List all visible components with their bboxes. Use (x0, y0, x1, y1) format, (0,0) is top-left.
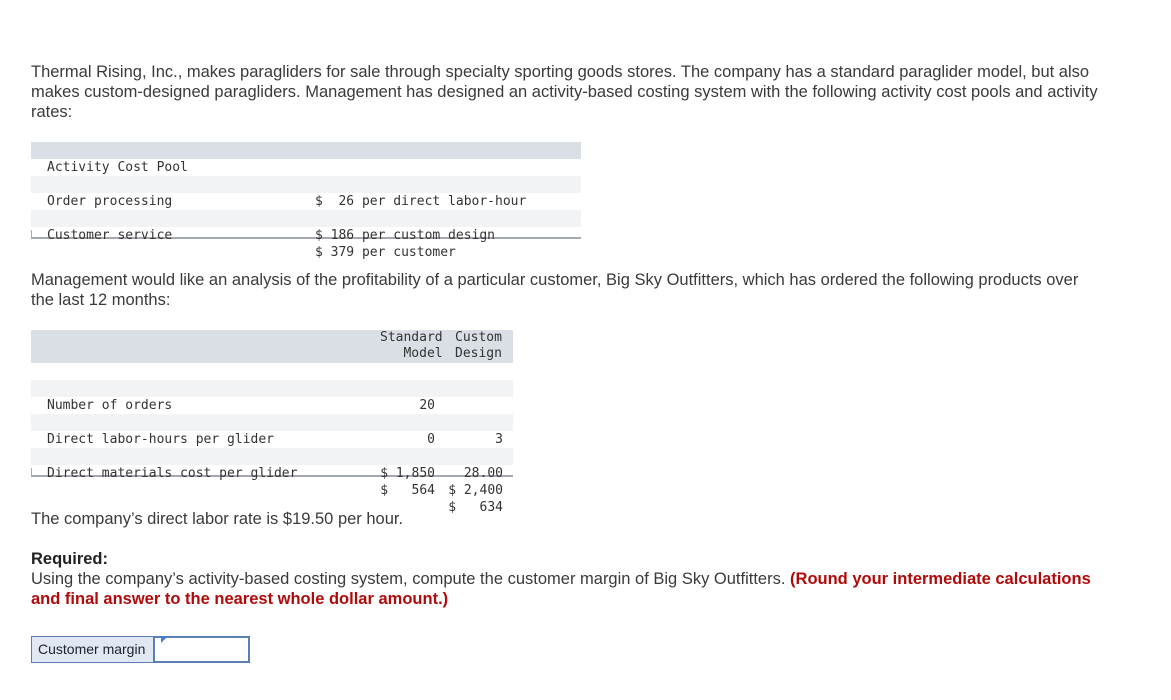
input-flag-icon (161, 636, 168, 643)
rate-cell: $ 379 per customer (315, 245, 456, 260)
row-label: Direct materials cost per glider (47, 466, 298, 481)
rate-cell: $ 26 per direct labor-hour (315, 194, 527, 209)
standard-cell: 0 (427, 432, 435, 447)
customer-margin-label: Customer margin (31, 636, 154, 663)
activity-rate-table (31, 142, 581, 260)
required-text: Using the company’s activity-based costing system, compute the customer margin of Big Sky Outfitters. (31, 570, 786, 588)
custom-cell: 3 (495, 432, 503, 447)
rounding-note: (Round your intermediate calculations and final answer to the nearest whole dollar amount.) (31, 570, 1091, 608)
pool-cell: Customer service (47, 228, 173, 243)
custom-cell: $ 634 (448, 500, 503, 515)
labor-rate-text: The company’s direct labor rate is $19.50 per hour. (31, 510, 404, 528)
pool-cell: Order processing (47, 194, 173, 209)
customer-margin-input[interactable] (154, 636, 250, 663)
middle-paragraph: Management would like an analysis of the profitability of a particular customer, Big Sky Outfitters, which has ordered the following products over the last 12 months: (31, 271, 1079, 309)
standard-cell: $ 1,850 (380, 466, 435, 481)
rate-cell: $ 186 per custom design (315, 228, 496, 243)
standard-cell: 20 (419, 398, 435, 413)
answer-row (31, 636, 250, 663)
table-header-row (31, 142, 581, 175)
column-header-pool: Activity Cost Pool (47, 160, 188, 175)
custom-cell: 28.00 (463, 466, 503, 481)
row-label: Number of orders (47, 398, 173, 413)
row-label: Direct labor-hours per glider (47, 432, 274, 447)
standard-cell: $ 564 (380, 483, 435, 498)
column-header-standard: Standard Model (380, 330, 443, 361)
required-instructions (31, 569, 1091, 609)
required-title: Required: (31, 550, 109, 568)
custom-cell: $ 2,400 (448, 483, 503, 498)
product-table (31, 330, 513, 515)
column-header-custom: Custom Design (455, 330, 502, 361)
table-header-row (31, 330, 513, 363)
intro-paragraph: Thermal Rising, Inc., makes paragliders for sale through specialty sporting goods stores. The company has a standard paraglider model, but also makes custom-designed paragliders. Management has designed an activity-based costing system with the following activity cost pools and activity rates: (31, 63, 1098, 121)
required-section (31, 549, 1091, 609)
